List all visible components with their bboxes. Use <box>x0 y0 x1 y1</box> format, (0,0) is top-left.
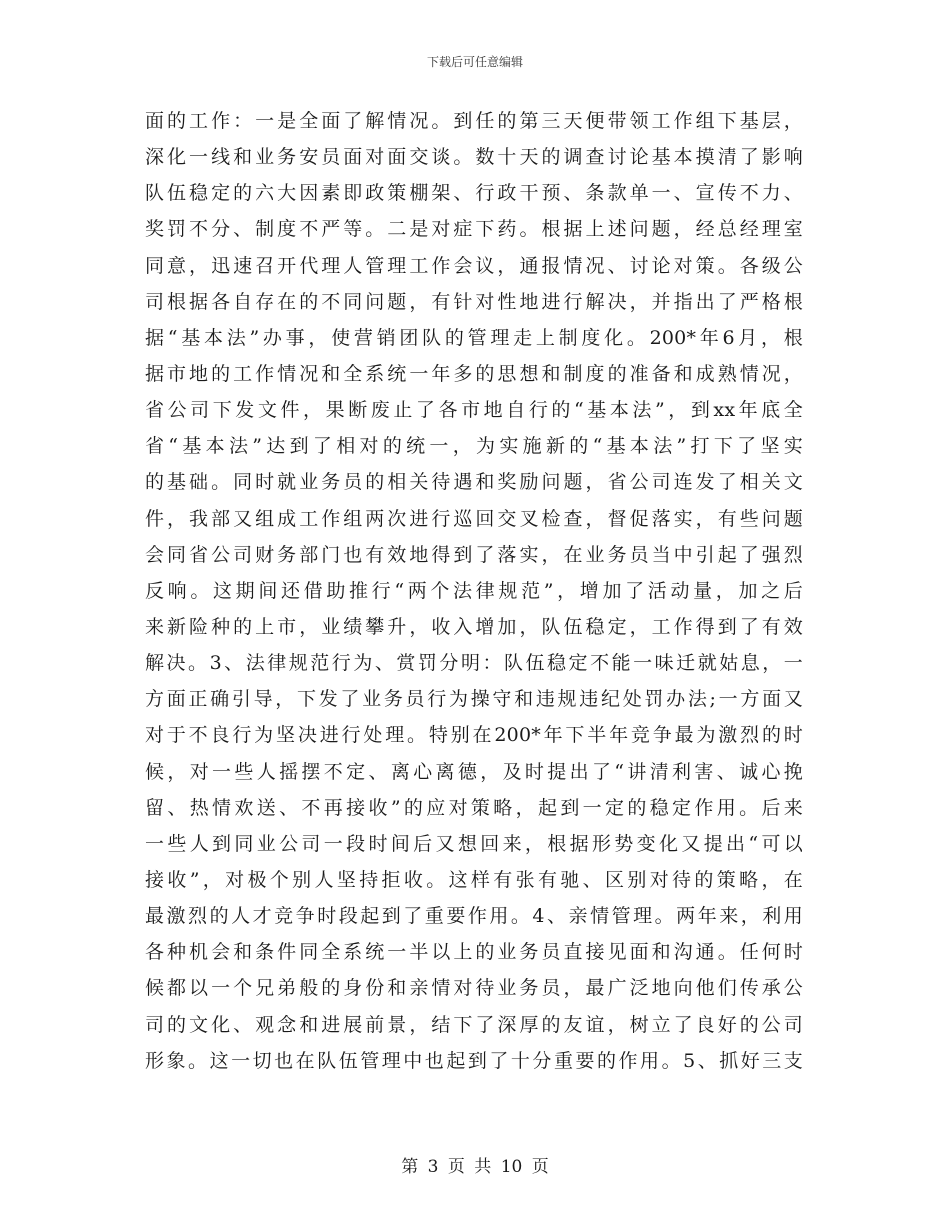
text-line: 队伍稳定的六大因素即政策棚架、行政干预、条款单一、宣传不力、 <box>145 182 803 205</box>
text-line: 反响。这期间还借助推行“两个法律规范”，增加了活动量，加之后 <box>145 579 803 602</box>
text-line: 司的文化、观念和进展前景，结下了深厚的友谊，树立了良好的公司 <box>145 1013 803 1036</box>
text-line: 来新险种的上市，业绩攀升，收入增加，队伍稳定，工作得到了有效 <box>145 615 803 638</box>
text-line: 解决。3、法律规范行为、赏罚分明：队伍稳定不能一味迁就姑息，一 <box>145 652 803 675</box>
text-line: 省“基本法”达到了相对的统一，为实施新的“基本法”打下了坚实 <box>145 435 803 458</box>
text-line: 方面正确引导，下发了业务员行为操守和违规违纪处罚办法;一方面又 <box>145 688 803 711</box>
text-line: 会同省公司财务部门也有效地得到了落实，在业务员当中引起了强烈 <box>145 543 803 566</box>
text-line: 留、热情欢送、不再接收”的应对策略，起到一定的稳定作用。后来 <box>145 796 803 819</box>
text-line: 据“基本法”办事，使营销团队的管理走上制度化。200*年6月，根 <box>145 326 803 349</box>
text-line: 司根据各自存在的不同问题，有针对性地进行解决，并指出了严格根 <box>145 290 803 313</box>
text-line: 形象。这一切也在队伍管理中也起到了十分重要的作用。5、抓好三支 <box>145 1049 803 1072</box>
text-line: 件，我部又组成工作组两次进行巡回交叉检查，督促落实，有些问题 <box>145 507 803 530</box>
text-line: 候，对一些人摇摆不定、离心离德，及时提出了“讲清利害、诚心挽 <box>145 760 803 783</box>
page-header: 下载后可任意编辑 <box>426 55 523 69</box>
text-line: 奖罚不分、制度不严等。二是对症下药。根据上述问题，经总经理室 <box>145 218 803 241</box>
text-line: 面的工作：一是全面了解情况。到任的第三天便带领工作组下基层， <box>145 110 803 132</box>
document-body <box>145 103 803 1079</box>
text-line: 的基础。同时就业务员的相关待遇和奖励问题，省公司连发了相关文 <box>145 471 803 494</box>
text-line: 一些人到同业公司一段时间后又想回来，根据形势变化又提出“可以 <box>145 832 803 855</box>
text-line: 省公司下发文件，果断废止了各市地自行的“基本法”，到xx年底全 <box>145 399 803 422</box>
text-line: 各种机会和条件同全系统一半以上的业务员直接见面和沟通。任何时 <box>145 941 803 964</box>
text-line: 对于不良行为坚决进行处理。特别在200*年下半年竞争最为激烈的时 <box>145 724 803 747</box>
text-line: 同意，迅速召开代理人管理工作会议，通报情况、讨论对策。各级公 <box>145 254 803 277</box>
text-line: 深化一线和业务安员面对面交谈。数十天的调查讨论基本摸清了影响 <box>145 146 803 169</box>
text-line: 接收”，对极个别人坚持拒收。这样有张有驰、区别对待的策略，在 <box>145 868 803 891</box>
text-line: 候都以一个兄弟般的身份和亲情对待业务员，最广泛地向他们传承公 <box>145 977 803 1000</box>
page-number: 第 3 页 共 10 页 <box>401 1157 549 1177</box>
text-line: 据市地的工作情况和全系统一年多的思想和制度的准备和成熟情况， <box>145 362 803 385</box>
text-line: 最激烈的人才竞争时段起到了重要作用。4、亲情管理。两年来，利用 <box>145 905 803 928</box>
